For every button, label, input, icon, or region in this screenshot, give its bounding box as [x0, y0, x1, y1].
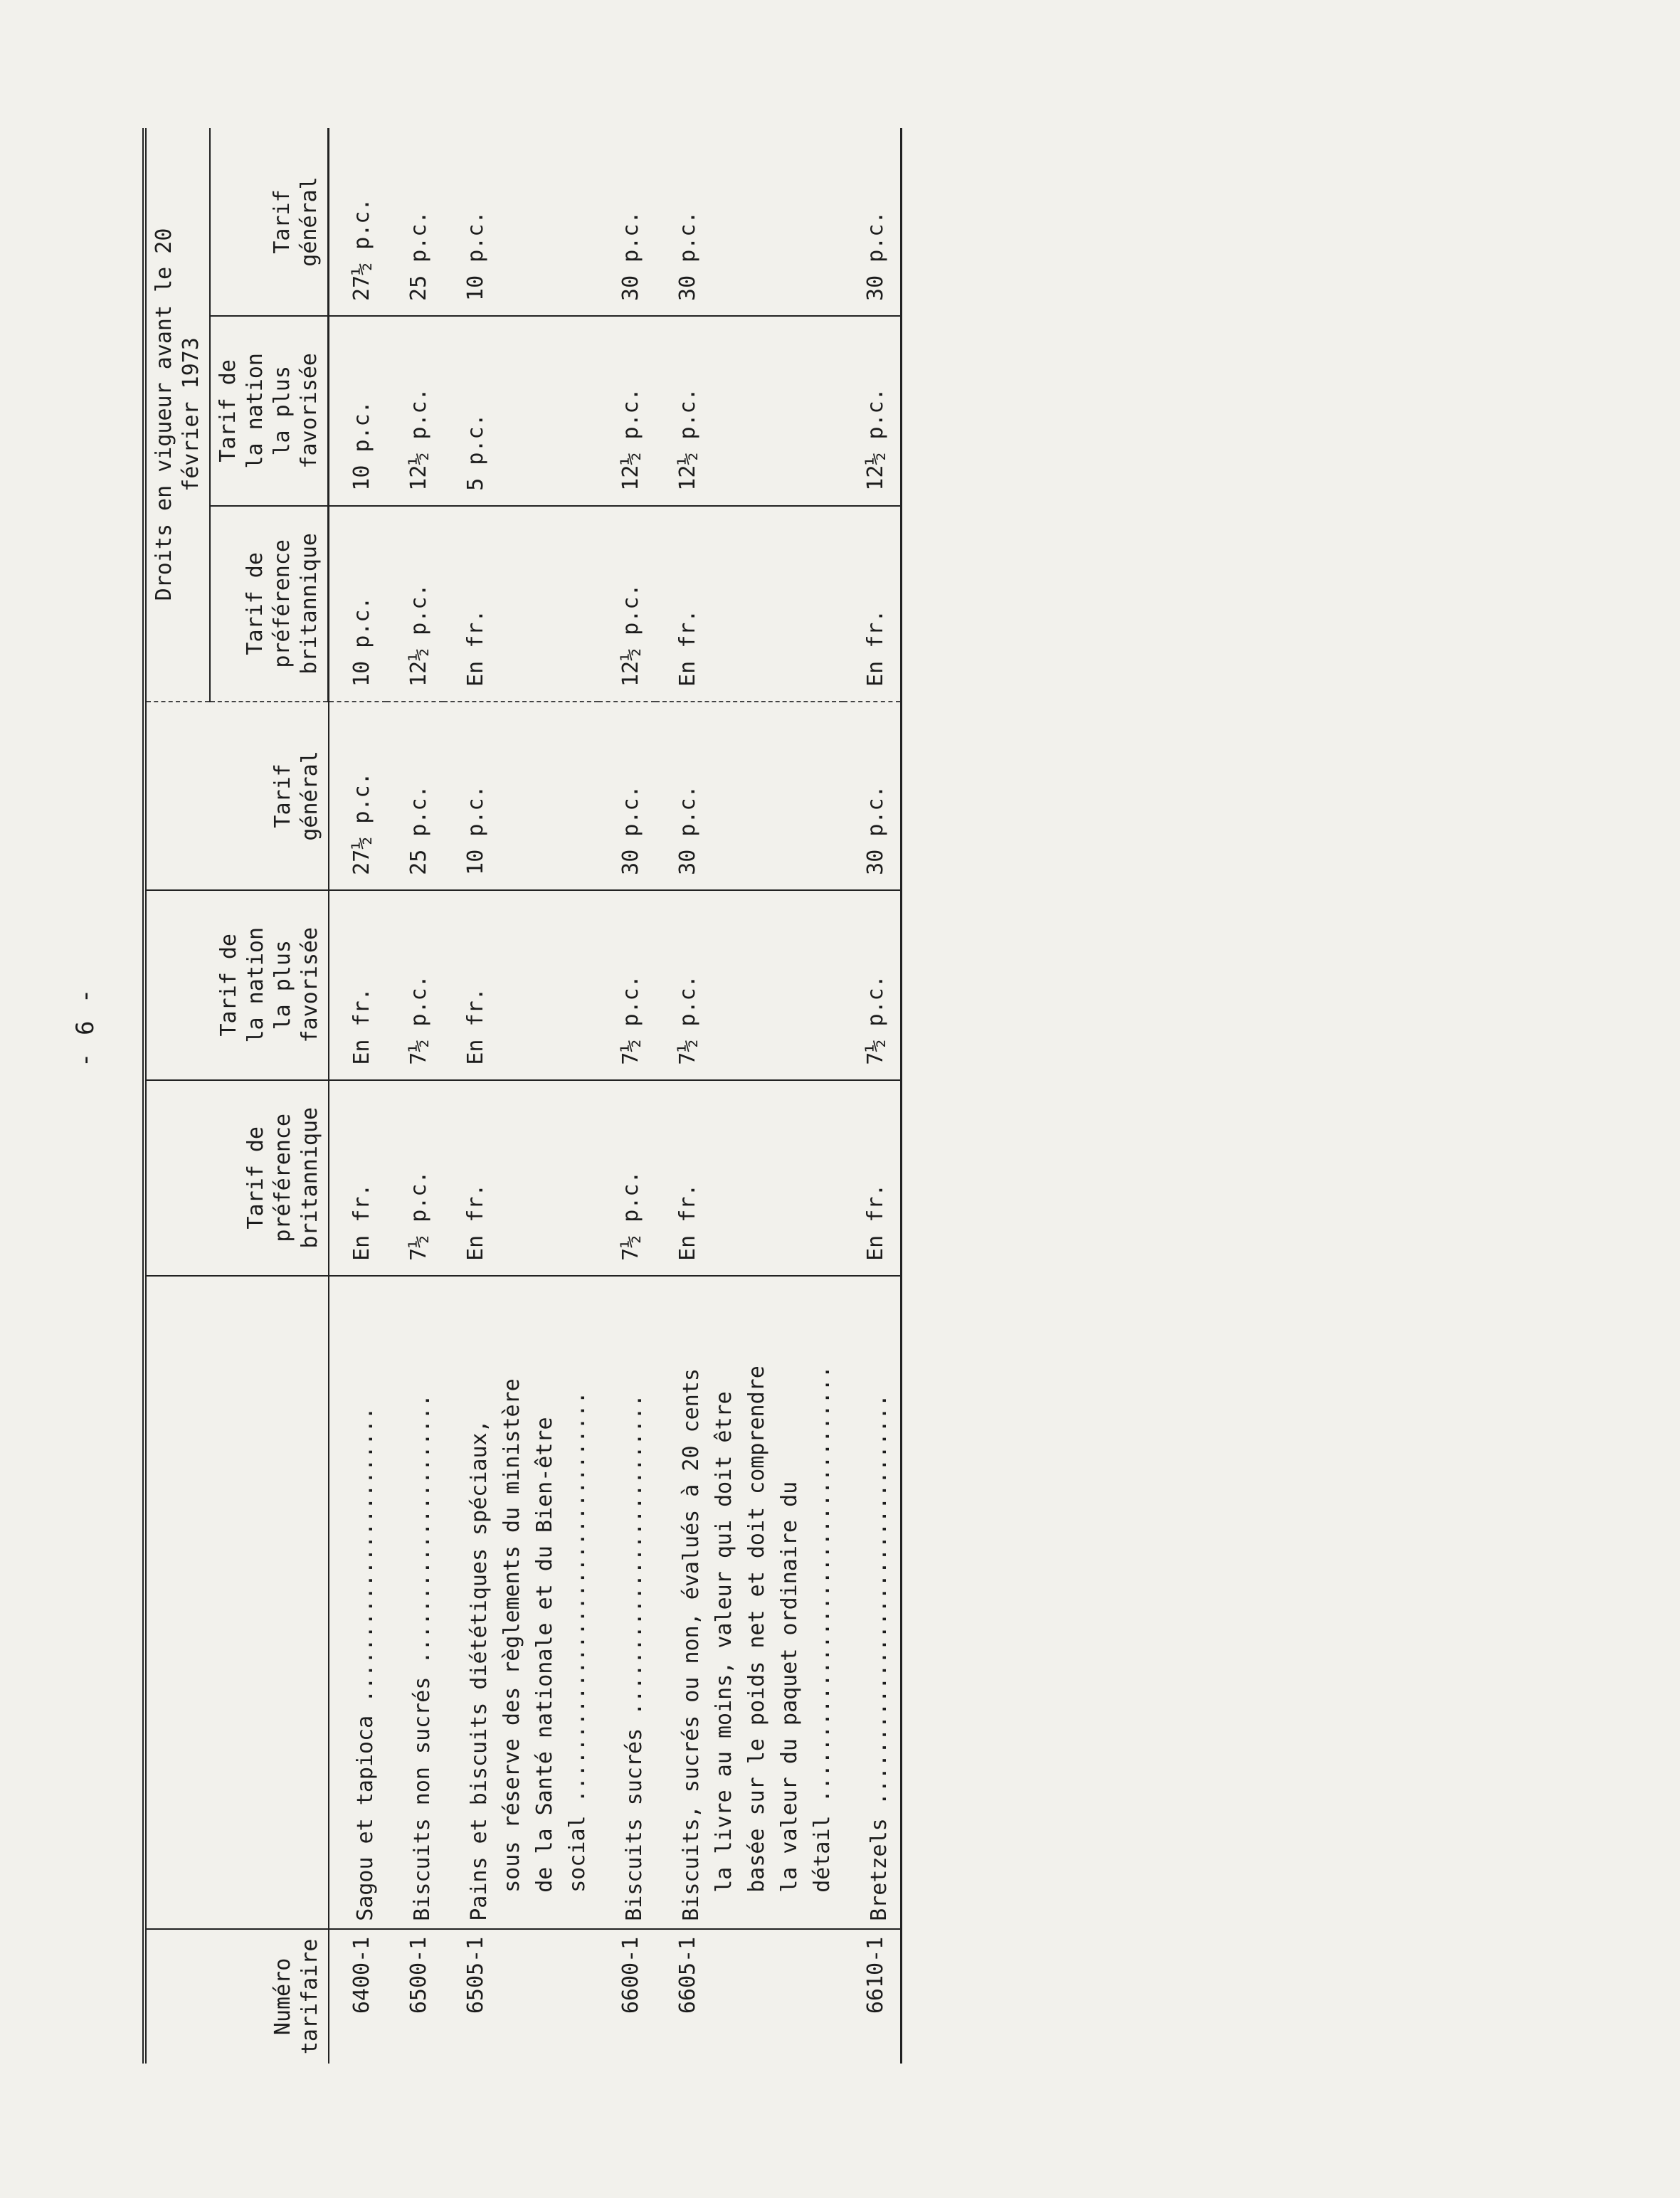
header-gen: [144, 702, 329, 890]
rate-general: 30 p.c.: [843, 702, 902, 890]
tariff-description: [386, 1276, 443, 1929]
header-bp-line-3: britannique: [297, 1106, 322, 1249]
description-line: Biscuits non sucrés .....................: [409, 1394, 435, 1921]
old-rate-most-favoured-nation: 12½ p.c.: [843, 316, 902, 506]
rate-general: 30 p.c.: [598, 702, 655, 890]
rate-most-favoured-nation: En fr.: [329, 890, 386, 1080]
rate-british-preference: 7½ p.c.: [386, 1080, 443, 1276]
description-line: Biscuits, sucrés ou non, évalués à 20 cents: [678, 1368, 704, 1921]
header-old-npf: [210, 316, 329, 506]
description-line: Bretzels ................................: [866, 1394, 892, 1921]
table-row: [443, 128, 598, 2064]
header-old-npf-line-2: la nation: [243, 353, 268, 469]
old-rate-british-preference: En fr.: [655, 506, 843, 702]
header-group-old-rates: [144, 128, 210, 702]
tariff-description: [329, 1276, 386, 1929]
old-rate-general: 10 p.c.: [443, 128, 598, 316]
old-rate-most-favoured-nation: 12½ p.c.: [598, 316, 655, 506]
rate-british-preference: En fr.: [443, 1080, 598, 1276]
header-old-bp-line-1: Tarif de: [243, 552, 268, 655]
tariff-description: [443, 1276, 598, 1929]
rate-general: 30 p.c.: [655, 702, 843, 890]
tariff-table-rotated: [142, 128, 1637, 2064]
table-row: [843, 128, 902, 2064]
description-line: détail ..................................: [809, 1365, 835, 1893]
header-old-gen-line-2: général: [297, 176, 322, 267]
tariff-description: [655, 1276, 843, 1929]
tariff-number: 6500-1: [406, 1936, 431, 2014]
old-rate-general: 25 p.c.: [386, 128, 443, 316]
tariff-number: 6400-1: [349, 1936, 374, 2014]
rate-general: 10 p.c.: [443, 702, 598, 890]
table-row: [655, 128, 843, 2064]
header-old-npf-line-4: favorisée: [297, 353, 322, 469]
rate-most-favoured-nation: 7½ p.c.: [655, 890, 843, 1080]
rate-british-preference: En fr.: [843, 1080, 902, 1276]
old-rate-most-favoured-nation: 5 p.c.: [443, 316, 598, 506]
description-line: de la Santé nationale et du Bien-être: [532, 1417, 557, 1893]
tariff-description: [598, 1276, 655, 1929]
old-rate-british-preference: 12½ p.c.: [598, 506, 655, 702]
table-row: [386, 128, 443, 2064]
old-rate-general: 30 p.c.: [655, 128, 843, 316]
header-npf: [144, 890, 329, 1080]
header-group-line-1: Droits en vigueur avant le 20: [152, 228, 176, 601]
old-rate-most-favoured-nation: 12½ p.c.: [655, 316, 843, 506]
description-line: social ................................: [564, 1391, 590, 1893]
header-old-npf-line-3: la plus: [270, 366, 295, 456]
rate-most-favoured-nation: 7½ p.c.: [386, 890, 443, 1080]
rate-general: 25 p.c.: [386, 702, 443, 890]
header-numero-line-2: tarifaire: [297, 1938, 322, 2055]
header-npf-line-2: la nation: [243, 926, 268, 1043]
tariff-description: [843, 1276, 902, 1929]
old-rate-general: 30 p.c.: [843, 128, 902, 316]
table-row: [598, 128, 655, 2064]
table-body: [329, 128, 902, 2064]
description-line: basée sur le poids net et doit comprendre: [744, 1365, 769, 1893]
tariff-number: 6505-1: [463, 1936, 488, 2014]
header-npf-line-1: Tarif de: [216, 934, 241, 1037]
description-line: Biscuits sucrés .........................: [621, 1394, 647, 1921]
header-numero: [144, 1929, 329, 2064]
header-old-gen: [210, 128, 329, 316]
header-old-bp-line-2: préférence: [270, 539, 295, 668]
header-npf-line-4: favorisée: [297, 926, 322, 1043]
rate-british-preference: En fr.: [329, 1080, 386, 1276]
description-line: Sagou et tapioca .......................: [352, 1407, 378, 1921]
rate-most-favoured-nation: 7½ p.c.: [843, 890, 902, 1080]
page-number: - 6 -: [71, 987, 100, 1067]
header-old-npf-line-1: Tarif de: [216, 359, 241, 463]
tariff-table: [142, 128, 902, 2064]
header-numero-line-1: Numéro: [270, 1957, 295, 2036]
header-npf-line-3: la plus: [270, 940, 295, 1030]
header-old-gen-line-1: Tarif: [270, 189, 295, 254]
rate-british-preference: En fr.: [655, 1080, 843, 1276]
header-gen-line-1: Tarif: [270, 764, 295, 828]
description-line: la valeur du paquet ordinaire du: [776, 1481, 802, 1893]
table-row: [329, 128, 386, 2064]
header-bp: [144, 1080, 329, 1276]
rate-british-preference: 7½ p.c.: [598, 1080, 655, 1276]
header-gen-line-2: général: [297, 751, 322, 841]
description-line: la livre au moins, valeur qui doit être: [711, 1391, 736, 1893]
old-rate-general: 30 p.c.: [598, 128, 655, 316]
old-rate-most-favoured-nation: 10 p.c.: [329, 316, 386, 506]
header-group-line-2: février 1973: [179, 337, 204, 492]
tariff-number: 6600-1: [618, 1936, 643, 2014]
old-rate-most-favoured-nation: 12½ p.c.: [386, 316, 443, 506]
rate-most-favoured-nation: 7½ p.c.: [598, 890, 655, 1080]
header-bp-line-1: Tarif de: [243, 1126, 268, 1230]
header-old-bp: [210, 506, 329, 702]
old-rate-british-preference: 10 p.c.: [329, 506, 386, 702]
old-rate-british-preference: 12½ p.c.: [386, 506, 443, 702]
rate-most-favoured-nation: En fr.: [443, 890, 598, 1080]
description-line: sous réserve des règlements du ministère: [499, 1378, 524, 1893]
old-rate-general: 27½ p.c.: [329, 128, 386, 316]
old-rate-british-preference: En fr.: [443, 506, 598, 702]
header-bp-line-2: préférence: [270, 1113, 295, 1242]
header-old-bp-line-3: britannique: [297, 533, 322, 675]
tariff-number: 6605-1: [675, 1936, 700, 2014]
rate-general: 27½ p.c.: [329, 702, 386, 890]
old-rate-british-preference: En fr.: [843, 506, 902, 702]
tariff-number: 6610-1: [843, 1929, 902, 2064]
header-description: [144, 1276, 329, 1929]
description-line: Pains et biscuits diététiques spéciaux,: [466, 1420, 492, 1921]
